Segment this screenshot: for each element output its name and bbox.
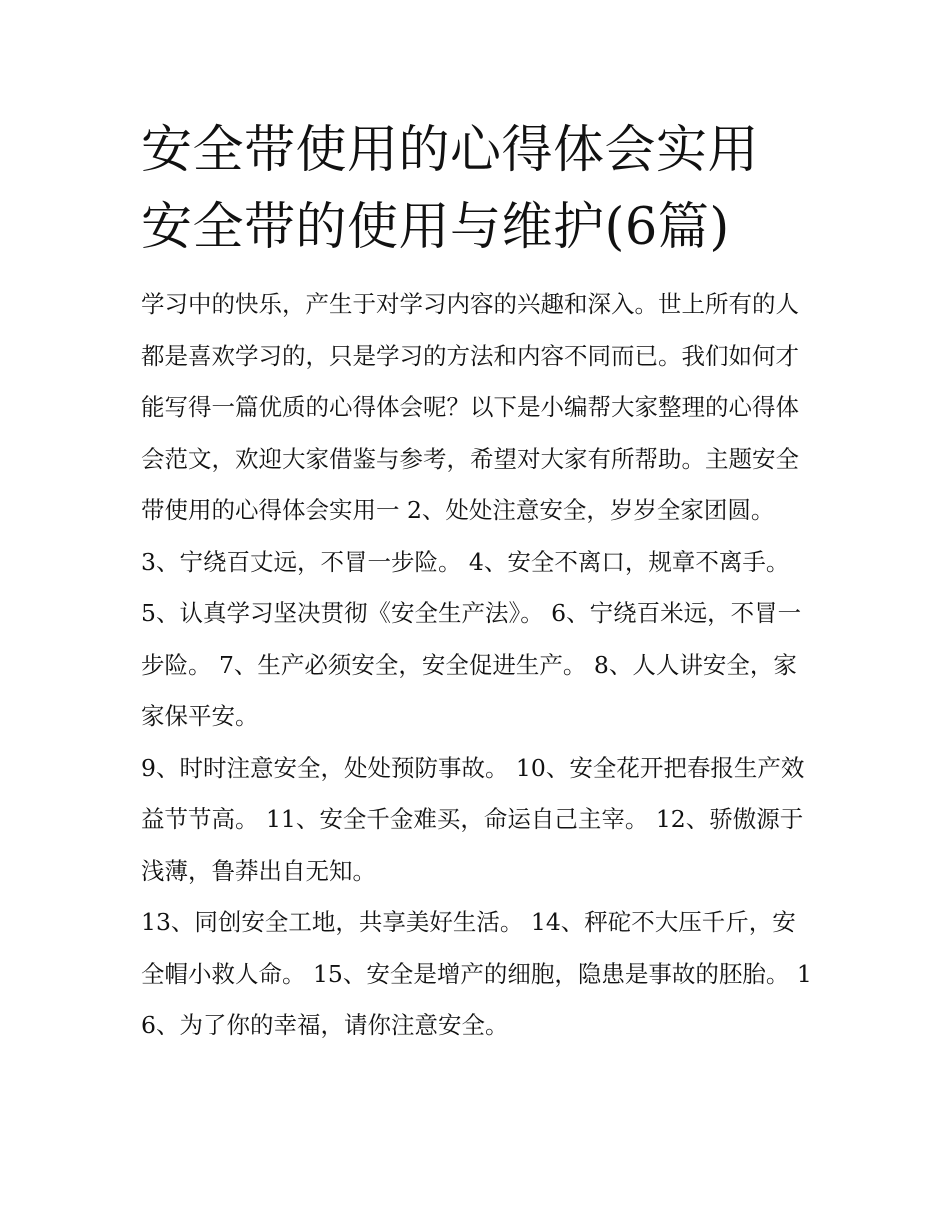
paragraph-slogans-5-8: 5、认真学习坚决贯彻《安全生产法》。 6、宁绕百米远，不冒一步险。 7、生产必须安全，安全促进生产。 8、人人讲安全，家家保平安。 (141, 599, 802, 730)
document-title: 安全带使用的心得体会实用 安全带的使用与维护(6篇) (141, 121, 760, 257)
document-page (141, 112, 813, 1052)
document-body (141, 279, 813, 1052)
paragraph-intro: 学习中的快乐，产生于对学习内容的兴趣和深入。世上所有的人都是喜欢学习的，只是学习的方法和内容不同而已。我们如何才能写得一篇优质的心得体会呢？以下是小编帮大家整理的心得体会范文，欢迎大家借鉴与参考，希望对大家有所帮助。主题安全带使用的心得体会实用一 2、处处注意安全，岁岁全家团圆。 3、宁绕百丈远，不冒一步险。 4、安全不离口，规章不离手。 (141, 290, 799, 576)
paragraph-slogans-9-12: 9、时时注意安全，处处预防事故。 10、安全花开把春报生产效益节节高。 11、安全千金难买，命运自己主宰。 12、骄傲源于浅薄，鲁莽出自无知。 (141, 753, 805, 885)
paragraph-slogans-13-16: 13、同创安全工地，共享美好生活。 14、秤砣不大压千斤，安全帽小救人命。 15、安全是增产的细胞，隐患是事故的胚胎。 16、为了你的幸福，请你注意安全。 (141, 908, 812, 1039)
